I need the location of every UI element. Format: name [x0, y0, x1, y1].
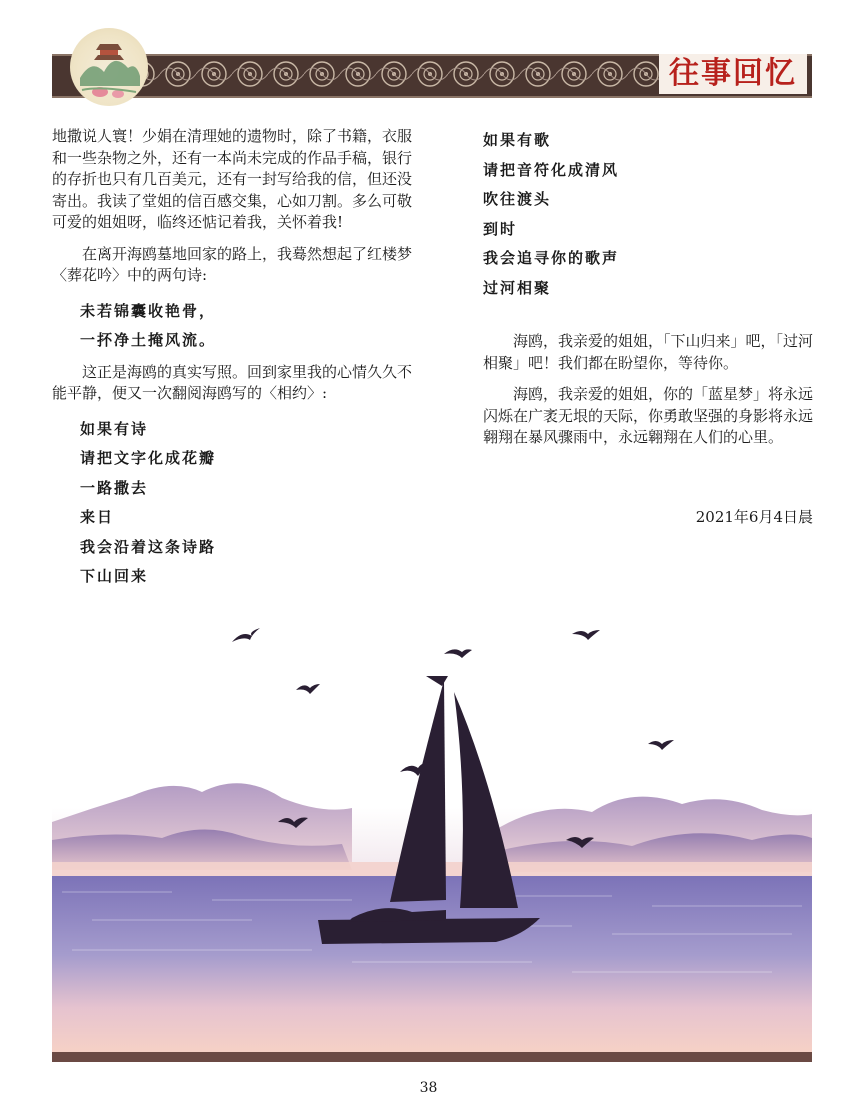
paragraph: 在离开海鸥墓地回家的路上，我蓦然想起了红楼梦〈葬花吟〉中的两句诗: — [52, 244, 413, 284]
left-column — [52, 126, 412, 592]
poem-line: 到时 — [483, 219, 518, 238]
poem-line: 如果有歌 — [483, 131, 552, 149]
poem-line: 过河相聚 — [483, 278, 552, 297]
sailboat-illustration — [52, 600, 812, 1062]
page-number: 38 — [419, 1080, 438, 1096]
poem-line: 我会沿着这条诗路 — [80, 537, 217, 556]
poem-line: 来日 — [80, 508, 115, 526]
poem-line: 请把音符化成清风 — [483, 160, 620, 179]
poem-line: 请把文字化成花瓣 — [80, 449, 217, 467]
sea — [52, 876, 812, 1052]
couplet-line: 一抔净土掩风流。 — [80, 331, 217, 349]
poem-line: 吹往渡头 — [483, 190, 552, 208]
paragraph: 海鸥，我亲爱的姐姐，「下山归来」吧，「过河相聚」吧！我们都在盼望你，等待你。 — [483, 332, 814, 372]
paragraph: 这正是海鸥的真实写照。回到家里我的心情久久不能平静，便又一次翻阅海鸥写的〈相约〉: — [52, 362, 413, 402]
couplet-line: 未若锦囊收艳骨， — [80, 301, 217, 320]
footer-strip — [52, 1052, 812, 1062]
paragraph: 海鸥，我亲爱的姐姐，你的「蓝星梦」将永远闪烁在广袤无垠的天际，你勇敢坚强的身影将永远翱翔在暴风骤雨中，永远翱翔在人们的心里。 — [483, 385, 814, 446]
paragraph: 地撒说人寰！少娟在清理她的遗物时，除了书籍，衣服和一些杂物之外，还有一本尚未完成的作品手稿，银行的存折也只有几百美元，还有一封写给我的信，但还没寄出。我读了堂姐的信百感交集，心如刀割。多么可敬可爱的姐姐呀，临终还惦记着我，关怀着我! — [52, 127, 413, 231]
pavilion-lotus-logo-icon — [70, 28, 148, 106]
section-title: 往事回忆 — [659, 54, 807, 94]
poem-line: 我会追寻你的歌声 — [483, 249, 620, 267]
poem-line: 一路撒去 — [80, 478, 149, 497]
right-column — [483, 126, 813, 459]
poem-line: 下山回来 — [80, 567, 149, 585]
date-line: 2021年6月4日晨 — [695, 508, 813, 526]
poem-line: 如果有诗 — [80, 419, 149, 438]
